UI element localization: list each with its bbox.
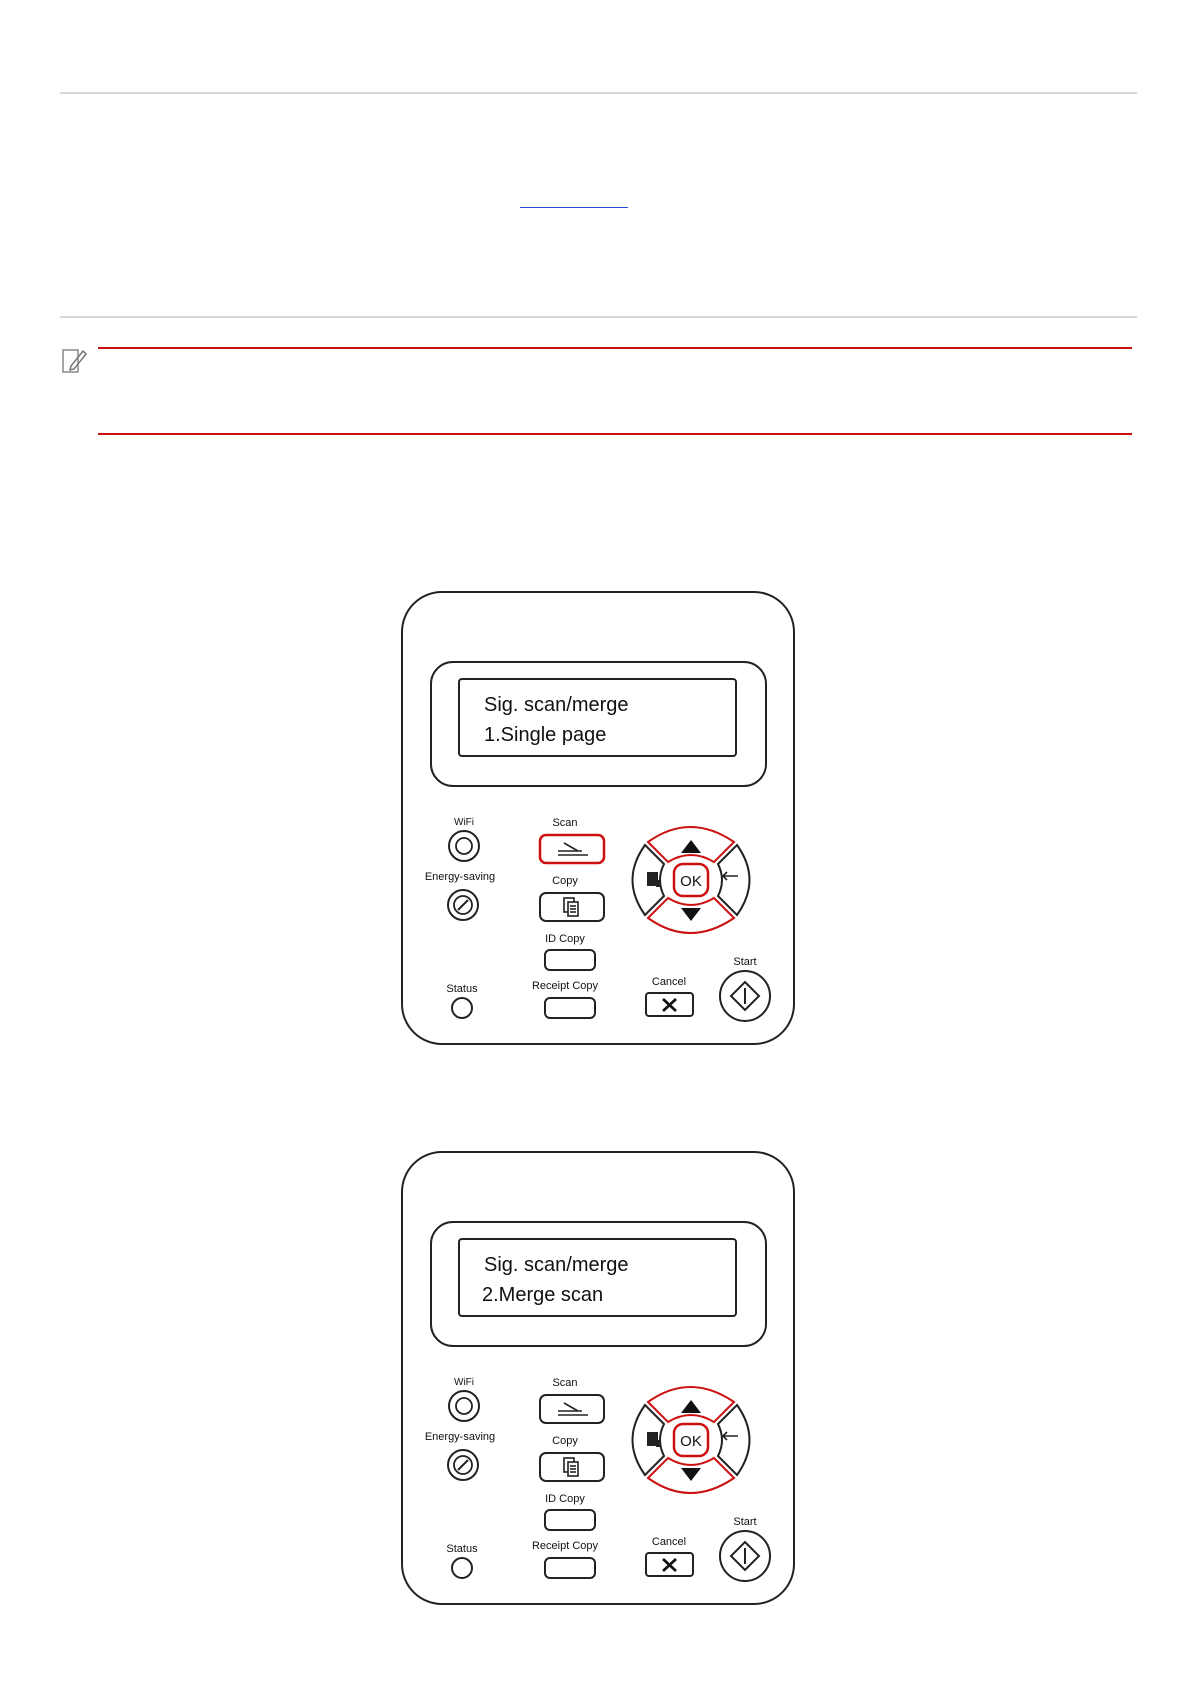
wifi-label: WiFi bbox=[454, 1377, 474, 1388]
control-panel-diagram bbox=[400, 1150, 796, 1606]
top-divider bbox=[60, 92, 1137, 94]
wifi-button[interactable] bbox=[449, 831, 479, 861]
receipt-copy-label: Receipt Copy bbox=[531, 980, 599, 992]
start-label: Start bbox=[733, 1516, 757, 1528]
lcd-line-2: 2.Merge scan bbox=[482, 1284, 604, 1306]
status-label: Status bbox=[446, 1543, 478, 1555]
note-top-rule bbox=[98, 347, 1132, 349]
energy-saving-button[interactable] bbox=[448, 1450, 478, 1480]
ok-label: OK bbox=[680, 1433, 702, 1450]
status-led bbox=[452, 1558, 472, 1578]
ok-label: OK bbox=[680, 873, 702, 890]
receipt-copy-label: Receipt Copy bbox=[531, 1540, 599, 1552]
wifi-label: WiFi bbox=[454, 817, 474, 828]
copy-button[interactable] bbox=[540, 1453, 604, 1481]
copy-label: Copy bbox=[552, 1435, 578, 1447]
id-copy-button[interactable] bbox=[545, 950, 595, 970]
receipt-copy-button[interactable] bbox=[545, 1558, 595, 1578]
scan-label: Scan bbox=[552, 817, 578, 829]
note-bottom-rule bbox=[98, 433, 1132, 435]
cancel-label: Cancel bbox=[651, 1536, 687, 1548]
hyperlink-underline[interactable] bbox=[520, 207, 628, 208]
wifi-button[interactable] bbox=[449, 1391, 479, 1421]
control-panel-single-page bbox=[400, 590, 796, 1046]
scan-button[interactable] bbox=[540, 1395, 604, 1423]
cancel-button[interactable] bbox=[646, 1553, 693, 1576]
receipt-copy-button[interactable] bbox=[545, 998, 595, 1018]
lcd-line-2: 1.Single page bbox=[484, 724, 607, 746]
control-panel-merge-scan bbox=[400, 1150, 796, 1606]
note-pencil-icon bbox=[62, 347, 88, 375]
nav-pad bbox=[633, 827, 750, 933]
lcd-line-1: Sig. scan/merge bbox=[484, 694, 629, 716]
section-divider bbox=[60, 316, 1137, 318]
cancel-button[interactable] bbox=[646, 993, 693, 1016]
energy-saving-button[interactable] bbox=[448, 890, 478, 920]
status-led bbox=[452, 998, 472, 1018]
id-copy-label: ID Copy bbox=[545, 1493, 585, 1505]
id-copy-button[interactable] bbox=[545, 1510, 595, 1530]
copy-label: Copy bbox=[552, 875, 578, 887]
cancel-label: Cancel bbox=[651, 976, 687, 988]
start-button[interactable] bbox=[720, 971, 770, 1021]
copy-button[interactable] bbox=[540, 893, 604, 921]
lcd-line-1: Sig. scan/merge bbox=[484, 1254, 629, 1276]
scan-button[interactable] bbox=[540, 835, 604, 863]
scan-label: Scan bbox=[552, 1377, 578, 1389]
id-copy-label: ID Copy bbox=[545, 933, 585, 945]
status-label: Status bbox=[446, 983, 478, 995]
start-button[interactable] bbox=[720, 1531, 770, 1581]
start-label: Start bbox=[733, 956, 757, 968]
nav-pad bbox=[633, 1387, 750, 1493]
energy-saving-label: Energy-saving bbox=[424, 871, 496, 883]
energy-saving-label: Energy-saving bbox=[424, 1431, 496, 1443]
control-panel-diagram bbox=[400, 590, 796, 1046]
